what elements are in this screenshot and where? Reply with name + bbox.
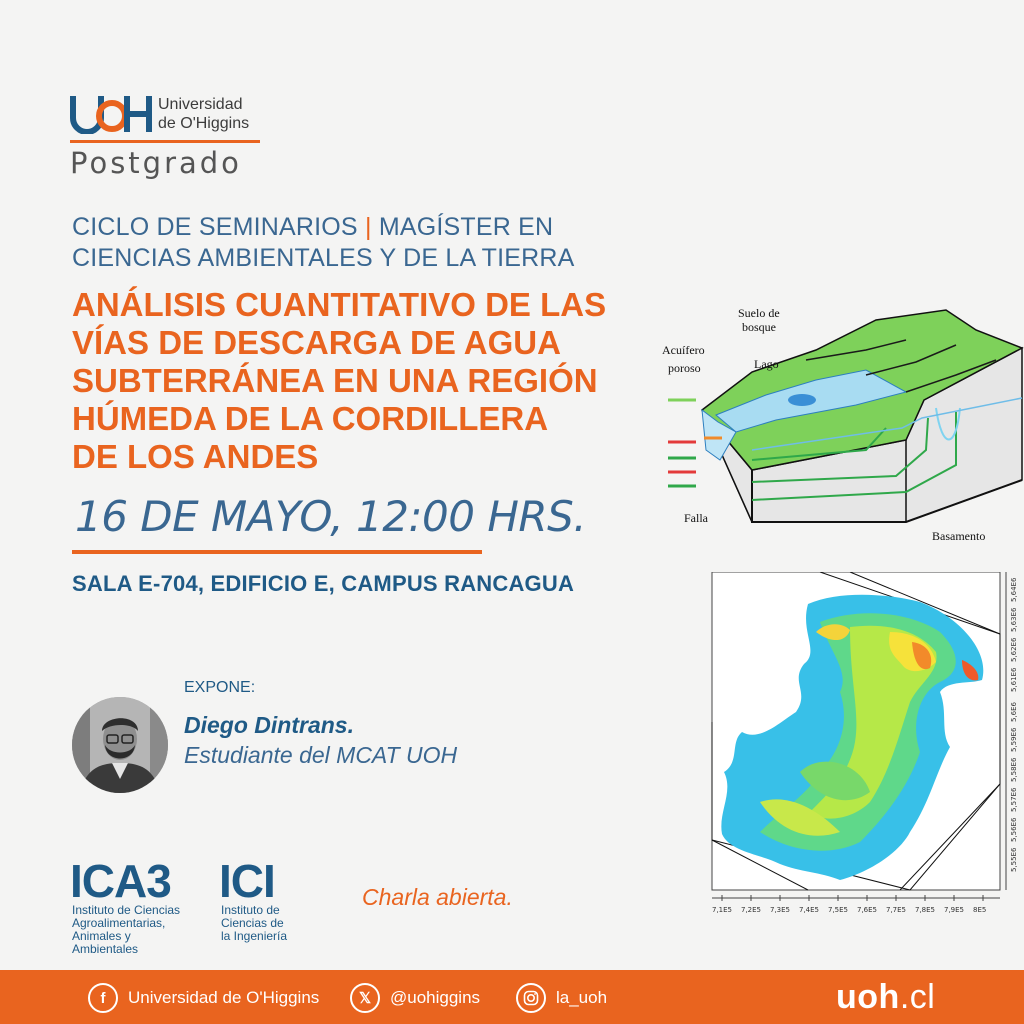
label-suelo: Suelo de (738, 306, 780, 320)
series-separator: | (364, 213, 372, 241)
speaker-photo (72, 697, 168, 793)
elevation-map-figure (700, 572, 1020, 917)
logo-divider (70, 140, 260, 143)
open-talk-note: Charla abierta. (362, 884, 513, 910)
instagram-link[interactable] (516, 982, 607, 1014)
website-bold: uoh (836, 978, 900, 1016)
title-line5: DE LOS ANDES (72, 438, 319, 475)
instagram-icon (516, 983, 546, 1013)
twitter-link[interactable] (350, 982, 480, 1014)
map-x-tick-label: 7,7E5 (886, 906, 907, 914)
title-line3: SUBTERRÁNEA EN UNA REGIÓN (72, 362, 598, 399)
x-twitter-icon: 𝕏 (350, 983, 380, 1013)
map-x-tick-label: 7,3E5 (770, 906, 791, 914)
map-x-tick-label: 7,4E5 (799, 906, 820, 914)
ici-line1: Instituto de (221, 903, 280, 917)
event-venue: SALA E-704, EDIFICIO E, CAMPUS RANCAGUA (72, 571, 575, 596)
speaker-name: Diego Dintrans. (184, 712, 354, 738)
speaker-role: Estudiante del MCAT UOH (184, 742, 458, 768)
map-x-tick-label: 7,1E5 (712, 906, 733, 914)
series-line2: CIENCIAS AMBIENTALES Y DE LA TIERRA (72, 244, 575, 272)
university-line1: Universidad (158, 96, 243, 113)
map-x-tick-label: 7,9E5 (944, 906, 965, 914)
label-falla: Falla (684, 511, 708, 525)
map-y-axis (1006, 572, 1018, 890)
speaker-label: EXPONE: (184, 679, 256, 696)
map-y-tick-label: 5,58E6 (1010, 757, 1018, 782)
map-y-tick-label: 5,6E6 (1010, 701, 1018, 722)
ici-line3: la Ingeniería (221, 929, 288, 943)
facebook-link[interactable] (88, 982, 319, 1014)
map-x-tick-label: 7,8E5 (915, 906, 936, 914)
label-acuifero: Acuífero (662, 343, 705, 357)
website-link[interactable] (836, 978, 935, 1017)
ica3-fullname (72, 904, 212, 956)
label-poroso: poroso (668, 361, 701, 375)
facebook-icon: f (88, 983, 118, 1013)
website-tld: .cl (899, 978, 936, 1016)
map-y-tick-label: 5,57E6 (1010, 787, 1018, 812)
map-y-tick-label: 5,64E6 (1010, 577, 1018, 602)
map-x-tick-label: 8E5 (973, 906, 987, 914)
map-x-axis (712, 895, 1000, 914)
ici-fullname (221, 904, 321, 943)
university-line2: de O'Higgins (158, 115, 250, 132)
instagram-handle: la_uoh (556, 988, 608, 1007)
date-divider (72, 550, 482, 554)
map-y-tick-label: 5,55E6 (1010, 847, 1018, 872)
title-line1: ANÁLISIS CUANTITATIVO DE LAS (72, 286, 607, 323)
ica3-line3: Animales y (72, 929, 131, 943)
label-basamento: Basamento (932, 529, 986, 543)
postgrado-label: Postgrado (70, 146, 242, 180)
ica3-logo: ICA3 (70, 855, 171, 907)
ica3-line1: Instituto de Ciencias (72, 903, 181, 917)
map-y-tick-label: 5,62E6 (1010, 637, 1018, 662)
event-date: 16 DE MAYO, 12:00 HRS. (75, 492, 587, 541)
ica3-line2: Agroalimentarias, (72, 916, 166, 930)
series-line1 (72, 212, 575, 243)
elevation-map (700, 572, 1020, 917)
map-y-tick-label: 5,61E6 (1010, 667, 1018, 692)
facebook-handle: Universidad de O'Higgins (128, 988, 320, 1007)
label-bosque: bosque (742, 320, 776, 334)
talk-title (72, 286, 672, 476)
seminar-series (72, 212, 575, 274)
map-y-tick-label: 5,56E6 (1010, 817, 1018, 842)
series-part1: CICLO DE SEMINARIOS (72, 213, 358, 241)
title-line4: HÚMEDA DE LA CORDILLERA (72, 400, 549, 437)
title-line2: VÍAS DE DESCARGA DE AGUA (72, 324, 561, 361)
map-y-tick-label: 5,63E6 (1010, 607, 1018, 632)
map-x-tick-label: 7,6E5 (857, 906, 878, 914)
uoh-logo (70, 94, 152, 134)
speaker-avatar (72, 697, 168, 793)
map-x-tick-label: 7,2E5 (741, 906, 762, 914)
university-name (158, 95, 249, 133)
uoh-logo-mark-icon (70, 94, 152, 134)
block-diagram-illustration (656, 300, 1024, 550)
groundwater-block-diagram (656, 300, 1024, 550)
twitter-handle: @uohiggins (390, 988, 481, 1007)
ici-logo: ICI (219, 855, 275, 907)
series-part2: MAGÍSTER EN (378, 213, 554, 241)
map-x-tick-label: 7,5E5 (828, 906, 849, 914)
map-y-tick-label: 5,59E6 (1010, 727, 1018, 752)
label-lago: Lago (754, 357, 779, 371)
ica3-line4: Ambientales (72, 942, 139, 956)
ici-line2: Ciencias de (221, 916, 284, 930)
